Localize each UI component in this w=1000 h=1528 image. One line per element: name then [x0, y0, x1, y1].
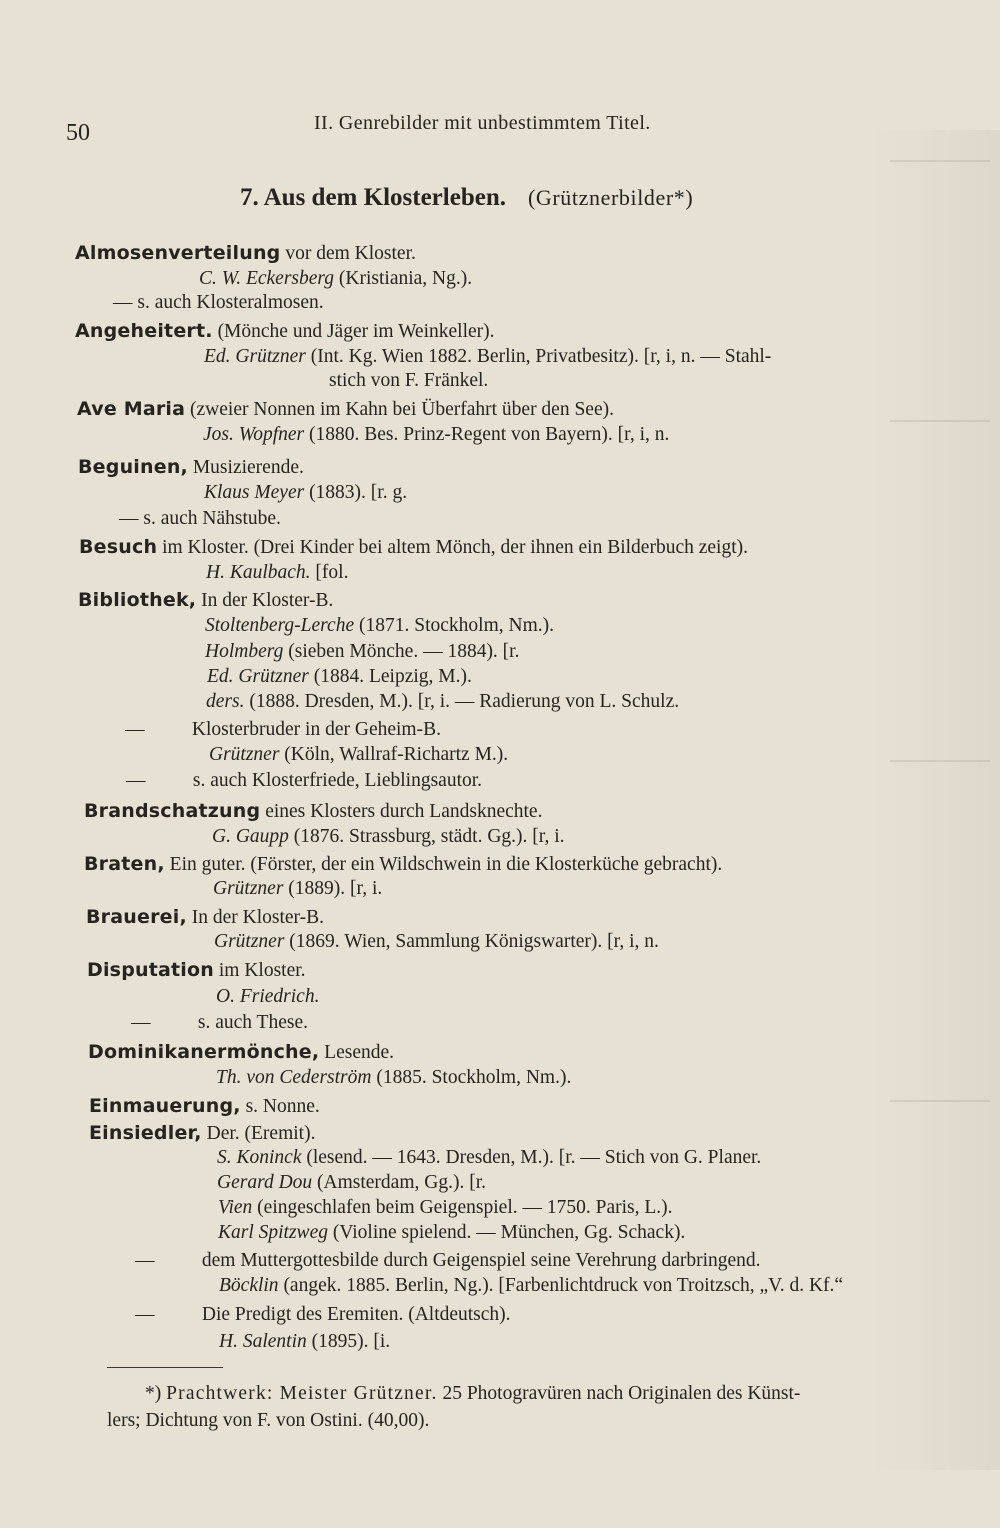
- entry-headword-line: [89, 1121, 315, 1146]
- entry-artist-line: [219, 1274, 843, 1298]
- entry-artist-line: [205, 640, 519, 664]
- entry-keyword: Brandschatzung: [84, 800, 261, 822]
- entry-text: In der Kloster-B.: [196, 590, 334, 611]
- entry-text: vor dem Kloster.: [280, 243, 416, 264]
- entry-crossref-line: [131, 1011, 308, 1035]
- entry-keyword: Besuch: [79, 536, 158, 558]
- entry-text: s. auch Klosteralmosen.: [132, 292, 324, 313]
- entry-artist-line: [204, 345, 771, 369]
- artwork-details: (1871. Stockholm, Nm.).: [354, 615, 554, 636]
- artist-name: Böcklin: [219, 1275, 279, 1296]
- entry-text: Lesende.: [319, 1042, 395, 1063]
- artwork-details: (1885. Stockholm, Nm.).: [371, 1067, 572, 1088]
- artist-name: C. W. Eckersberg: [199, 268, 335, 289]
- footnote-rule: [107, 1367, 223, 1368]
- entry-keyword: Einmauerung,: [89, 1095, 241, 1117]
- entry-subentry-line: [125, 718, 441, 742]
- artwork-details: (lesend. — 1643. Dresden, M.). [r. — Stich von G. Planer.: [301, 1147, 762, 1168]
- artist-name: Grützner: [213, 878, 284, 899]
- entry-keyword: Disputation: [87, 959, 214, 981]
- entry-artist-line: [199, 267, 472, 291]
- entry-artist-line: [216, 985, 319, 1009]
- footnote-line: lers; Dichtung von F. von Ostini. (40,00).: [107, 1410, 430, 1431]
- entry-keyword: Einsiedler,: [89, 1122, 202, 1144]
- section-subtitle: (Grütznerbilder*): [527, 185, 694, 210]
- entry-headword-line: [78, 588, 333, 613]
- entry-text: Klosterbruder in der Geheim-B.: [187, 719, 441, 740]
- entry-text: s. auch Klosterfriede, Lieblingsautor.: [188, 770, 483, 791]
- entry-headword-line: [84, 799, 542, 824]
- show-through-line: [890, 420, 990, 422]
- entry-artist-line: [206, 561, 348, 585]
- entry-headword-line: [79, 535, 748, 560]
- entry-headword-line: [75, 319, 495, 344]
- entry-text: eines Klosters durch Landsknechte.: [260, 801, 543, 822]
- entry-crossref-line: [113, 291, 324, 315]
- artwork-details: (Amsterdam, Gg.). [r.: [312, 1172, 486, 1193]
- entry-artist-line: [217, 1171, 486, 1195]
- entry-text: im Kloster.: [214, 960, 306, 981]
- footnote-spaced-text: Prachtwerk: Meister Grützner.: [166, 1383, 438, 1404]
- entry-continuation-line: stich von F. Fränkel.: [329, 370, 489, 391]
- entry-headword-line: [75, 241, 416, 266]
- entry-text: (zweier Nonnen im Kahn bei Überfahrt über den See).: [185, 399, 614, 420]
- section-heading: [240, 184, 693, 212]
- artwork-details: (1884. Leipzig, M.).: [308, 666, 472, 687]
- artist-name: O. Friedrich.: [216, 986, 320, 1007]
- artwork-details: (Violine spielend. — München, Gg. Schack).: [327, 1222, 686, 1243]
- entry-artist-line: [217, 1146, 761, 1170]
- entry-subentry-line: [135, 1249, 761, 1273]
- artist-name: Stoltenberg-Lerche: [205, 615, 355, 636]
- artist-name: Jos. Wopfner: [203, 424, 305, 445]
- show-through-line: [890, 160, 990, 162]
- entry-artist-line: [209, 743, 508, 767]
- dash-mark: —: [131, 1012, 151, 1033]
- entry-headword-line: [77, 397, 614, 422]
- artist-name: Grützner: [214, 931, 285, 952]
- dash-mark: —: [135, 1304, 155, 1325]
- entry-artist-line: [205, 614, 554, 638]
- artist-name: Vien: [218, 1197, 253, 1218]
- entry-text: In der Kloster-B.: [186, 907, 325, 928]
- entry-artist-line: [218, 1196, 673, 1220]
- entry-artist-line: [203, 423, 669, 447]
- artwork-details: (1876. Strassburg, städt. Gg.). [r, i.: [288, 826, 565, 847]
- artwork-details: [fol.: [310, 562, 349, 583]
- artist-name: H. Kaulbach.: [206, 562, 311, 583]
- entry-keyword: Almosenverteilung: [75, 242, 281, 264]
- entry-artist-line: [207, 665, 472, 689]
- entry-keyword: Angeheitert.: [75, 320, 213, 342]
- entry-text: Der. (Eremit).: [201, 1123, 316, 1144]
- artist-name: G. Gaupp: [212, 826, 289, 847]
- artwork-details: (1883). [r. g.: [304, 482, 408, 503]
- entry-text: (Mönche und Jäger im Weinkeller).: [212, 321, 495, 342]
- entry-crossref-line: [126, 769, 482, 793]
- entry-headword-line: [86, 905, 324, 930]
- show-through-line: [890, 760, 990, 762]
- artist-name: Th. von Cederström: [216, 1067, 372, 1088]
- artist-name: Klaus Meyer: [204, 482, 305, 503]
- entry-keyword: Brauerei,: [86, 906, 187, 928]
- entry-keyword: Ave Maria: [77, 398, 186, 420]
- dash-mark: —: [119, 508, 139, 529]
- artwork-details: (Kristiania, Ng.).: [334, 268, 473, 289]
- entry-headword-line: [84, 852, 722, 877]
- dash-mark: —: [135, 1250, 155, 1271]
- artist-name: Karl Spitzweg: [218, 1222, 328, 1243]
- footnote-marker: *): [145, 1383, 167, 1404]
- running-title: II. Genrebilder mit unbestimmtem Titel.: [314, 112, 651, 134]
- entry-artist-line: [212, 825, 565, 849]
- entry-text: Ein guter. (Förster, der ein Wildschwein in die Klosterküche gebracht).: [164, 854, 723, 875]
- entry-artist-line: [219, 1330, 390, 1354]
- entry-artist-line: [206, 690, 679, 714]
- entry-text: Die Predigt des Eremiten. (Altdeutsch).: [197, 1304, 511, 1325]
- artist-name: Ed. Grützner: [207, 666, 309, 687]
- artwork-details: (1869. Wien, Sammlung Königswarter). [r, i, n.: [284, 931, 659, 952]
- artwork-details: (sieben Mönche. — 1884). [r.: [283, 641, 520, 662]
- artwork-details: (1895). [i.: [306, 1331, 391, 1352]
- artist-name: ders.: [206, 691, 245, 712]
- entry-artist-line: [213, 877, 382, 901]
- dash-mark: —: [126, 770, 146, 791]
- artwork-details: (1880. Bes. Prinz-Regent von Bayern). [r, i, n.: [304, 424, 670, 445]
- artwork-details: (Int. Kg. Wien 1882. Berlin, Privatbesitz). [r, i, n. — Stahl-: [305, 346, 772, 367]
- page-number: 50: [66, 120, 90, 146]
- entry-keyword: Bibliothek,: [78, 589, 197, 611]
- entry-headword-line: [88, 1040, 394, 1065]
- entry-text: dem Muttergottesbilde durch Geigenspiel seine Verehrung darbringend.: [197, 1250, 761, 1271]
- entry-subentry-line: [135, 1303, 511, 1327]
- artwork-details: (1888. Dresden, M.). [r, i. — Radierung von L. Schulz.: [244, 691, 680, 712]
- entry-text: Musizierende.: [187, 457, 304, 478]
- entry-headword-line: [78, 455, 304, 480]
- entry-text: im Kloster. (Drei Kinder bei altem Mönch, der ihnen ein Bilderbuch zeigt).: [157, 537, 748, 558]
- entry-text: s. auch Nähstube.: [138, 508, 281, 529]
- artist-name: Gerard Dou: [217, 1172, 313, 1193]
- entry-artist-line: [204, 481, 407, 505]
- show-through-line: [890, 1100, 990, 1102]
- dash-mark: —: [113, 292, 133, 313]
- entry-text: s. Nonne.: [240, 1096, 320, 1117]
- entry-headword-line: [87, 958, 306, 983]
- artist-name: Holmberg: [205, 641, 284, 662]
- entry-artist-line: [214, 930, 659, 954]
- entry-keyword: Beguinen,: [78, 456, 188, 478]
- entry-headword-line: [89, 1094, 320, 1119]
- artist-name: Ed. Grützner: [204, 346, 306, 367]
- footnote-text: 25 Photogravüren nach Originalen des Künst-: [437, 1383, 801, 1404]
- entry-keyword: Braten,: [84, 853, 165, 875]
- artwork-details: (1889). [r, i.: [283, 878, 383, 899]
- entry-artist-line: [218, 1221, 685, 1245]
- artwork-details: (eingeschlafen beim Geigenspiel. — 1750. Paris, L.).: [252, 1197, 673, 1218]
- entry-crossref-line: [119, 507, 281, 531]
- section-title: 7. Aus dem Klosterleben.: [240, 184, 506, 211]
- artist-name: S. Koninck: [217, 1147, 302, 1168]
- artwork-details: (Köln, Wallraf-Richartz M.).: [279, 744, 509, 765]
- entry-artist-line: [216, 1066, 571, 1090]
- entry-text: s. auch These.: [193, 1012, 308, 1033]
- entry-keyword: Dominikanermönche,: [88, 1041, 320, 1063]
- show-through-shadow: [872, 130, 1000, 1470]
- artist-name: Grützner: [209, 744, 280, 765]
- dash-mark: —: [125, 719, 145, 740]
- footnote-line: [145, 1382, 800, 1406]
- artist-name: H. Salentin: [219, 1331, 307, 1352]
- artwork-details: (angek. 1885. Berlin, Ng.). [Farbenlichtdruck von Troitzsch, „V. d. Kf.“: [278, 1275, 844, 1296]
